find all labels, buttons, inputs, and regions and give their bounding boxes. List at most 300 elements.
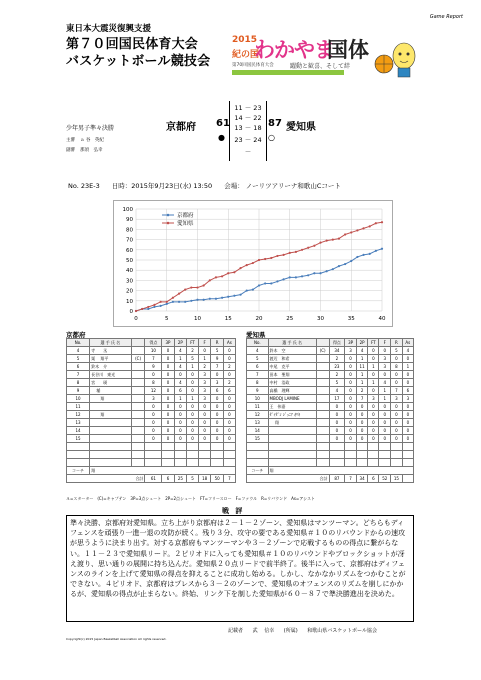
quarter-scores — [229, 101, 267, 161]
footer — [228, 627, 385, 634]
table-cell: 0 — [198, 435, 210, 443]
table-cell: 2 — [329, 371, 345, 379]
column-header: 選 手 氏 名 — [268, 339, 316, 347]
table-cell: 6 — [211, 387, 223, 395]
table-cell: 0 — [223, 395, 235, 403]
table-cell — [402, 459, 413, 467]
data-point — [227, 272, 229, 274]
table-cell: 中尾 克平 — [268, 363, 316, 371]
table-cell: 0 — [187, 419, 199, 427]
logo-kinokuni: 紀の国 — [232, 50, 260, 60]
y-tick-label: 80 — [126, 227, 133, 234]
table-cell: 0 — [368, 419, 379, 427]
table-cell — [379, 443, 391, 451]
x-tick-label: 15 — [224, 316, 232, 322]
quarter-1: 11 － 23 — [234, 104, 262, 112]
data-point — [362, 227, 364, 229]
table-cell: 0 — [345, 411, 356, 419]
total-cell: 7 — [345, 475, 356, 483]
data-point — [301, 275, 303, 277]
total-cell: 5 — [187, 475, 199, 483]
data-point — [258, 259, 260, 261]
table-cell: 7 — [145, 355, 162, 363]
table-cell — [131, 371, 145, 379]
table-cell: 0 — [391, 411, 403, 419]
column-header — [131, 339, 145, 347]
coach-name: 翔 — [268, 467, 413, 475]
table-cell — [356, 459, 368, 467]
table-cell: 0 — [329, 427, 345, 435]
data-point — [313, 272, 315, 274]
table-row — [67, 379, 236, 387]
table-cell: 2 — [329, 355, 345, 363]
table-cell: 0 — [368, 427, 379, 435]
table-cell: 0 — [145, 411, 162, 419]
team-right-score: 87 — [268, 118, 282, 129]
table-cell: 0 — [345, 435, 356, 443]
data-point — [295, 276, 297, 278]
table-cell: 0 — [368, 403, 379, 411]
total-label: 合計 — [247, 475, 330, 483]
table-cell: 0 — [162, 379, 174, 387]
table-cell — [90, 459, 132, 467]
column-header: No. — [247, 339, 269, 347]
table-cell: 0 — [379, 347, 391, 355]
table-cell — [67, 443, 90, 451]
table-cell — [391, 443, 403, 451]
table-row — [247, 403, 414, 411]
table-cell: 0 — [379, 403, 391, 411]
table-cell: 4 — [247, 347, 269, 355]
table-cell: 11 — [247, 403, 269, 411]
column-header: 3P — [345, 339, 356, 347]
table-cell — [247, 459, 269, 467]
team-right-name: 愛知県 — [286, 122, 316, 133]
data-point — [344, 233, 346, 235]
game-type: 少年男子準々決勝 — [66, 125, 115, 132]
table-cell: 0 — [391, 419, 403, 427]
data-point — [350, 260, 352, 262]
column-header: 3P — [162, 339, 174, 347]
total-cell: 7 — [223, 475, 235, 483]
data-point — [283, 254, 285, 256]
table-cell: 6 — [174, 387, 186, 395]
data-point — [381, 221, 383, 223]
table-cell: 5 — [211, 347, 223, 355]
table-cell: ﾀﾞｲﾀﾞﾝ ｼﾞｭﾆｱ ｵﾘｷ — [268, 411, 316, 419]
data-point — [356, 256, 358, 258]
table-cell — [198, 443, 210, 451]
table-cell: 3 — [198, 395, 210, 403]
referee2: 那須 弘幸 — [80, 148, 103, 153]
total-row — [67, 475, 236, 483]
table-cell: 15 — [247, 435, 269, 443]
table-cell — [131, 443, 145, 451]
table-cell — [316, 363, 329, 371]
data-point — [190, 300, 192, 302]
total-cell: 34 — [356, 475, 368, 483]
data-point — [196, 299, 198, 301]
table-cell — [211, 459, 223, 467]
logo-bar — [232, 70, 344, 75]
table-cell: 4 — [174, 363, 186, 371]
table-cell: 0 — [145, 435, 162, 443]
table-cell: 1 — [356, 379, 368, 387]
data-point — [332, 268, 334, 270]
table-row — [67, 411, 236, 419]
column-header: 選 手 氏 名 — [90, 339, 132, 347]
table-cell — [402, 443, 413, 451]
data-point — [289, 252, 291, 254]
table-cell: 0 — [223, 419, 235, 427]
table-cell: 4 — [67, 347, 90, 355]
table-cell — [316, 419, 329, 427]
x-tick-label: 40 — [378, 316, 386, 322]
table-cell: 0 — [379, 427, 391, 435]
table-row — [247, 435, 414, 443]
table-cell: 1 — [402, 363, 413, 371]
table-cell: 0 — [145, 403, 162, 411]
y-tick-label: 20 — [126, 288, 133, 295]
coach-name: 翔 — [90, 467, 236, 475]
logo-sub: 第70回国民体育大会 — [232, 63, 274, 68]
table-cell — [316, 443, 329, 451]
table-cell — [329, 443, 345, 451]
table-row-empty — [247, 443, 414, 451]
table-cell: 9 — [145, 363, 162, 371]
table-cell: 0 — [187, 435, 199, 443]
table-cell — [198, 451, 210, 459]
table-cell — [368, 459, 379, 467]
table-cell: 1 — [198, 355, 210, 363]
loser-mark: ● — [218, 133, 225, 142]
table-cell: 3 — [198, 387, 210, 395]
table-cell — [131, 403, 145, 411]
logo-year: 2015 — [232, 35, 258, 45]
data-point — [246, 290, 248, 292]
table-row — [67, 387, 236, 395]
table-cell: 0 — [162, 371, 174, 379]
table-cell — [131, 411, 145, 419]
table-cell: 稲 — [90, 387, 132, 395]
table-cell — [223, 443, 235, 451]
legend-label: 愛知県 — [177, 221, 194, 227]
table-cell: 中村 浩政 — [268, 379, 316, 387]
column-header: No. — [67, 339, 90, 347]
table-cell: 0 — [187, 403, 199, 411]
legend-marker — [167, 214, 170, 217]
referees — [66, 136, 104, 156]
table-cell: 0 — [162, 347, 174, 355]
data-point — [184, 288, 186, 290]
table-cell — [198, 459, 210, 467]
data-point — [375, 222, 377, 224]
table-cell — [268, 459, 316, 467]
header-line2: 第７０回国民体育大会 — [66, 37, 199, 52]
table-cell: 0 — [345, 379, 356, 387]
table-cell — [368, 451, 379, 459]
table-cell: 9 — [211, 355, 223, 363]
table-cell — [316, 435, 329, 443]
column-header — [316, 339, 329, 347]
quarter-2: 14 － 22 — [234, 114, 262, 122]
table-cell: 0 — [402, 411, 413, 419]
mascot-icon — [372, 34, 420, 80]
x-tick-label: 10 — [194, 316, 201, 322]
data-point — [307, 274, 309, 276]
table-cell — [131, 363, 145, 371]
table-cell: 1 — [368, 379, 379, 387]
table-cell: 4 — [174, 379, 186, 387]
table-cell — [145, 451, 162, 459]
column-header: As — [402, 339, 413, 347]
table-cell: 0 — [379, 419, 391, 427]
table-row — [67, 419, 236, 427]
data-point — [172, 301, 174, 303]
table-cell: 0 — [345, 427, 356, 435]
table-cell: 1 — [368, 363, 379, 371]
data-point — [160, 301, 162, 303]
table-row — [67, 363, 236, 371]
table-cell — [90, 427, 132, 435]
total-cell: 6 — [162, 475, 174, 483]
table-cell: 10 — [145, 347, 162, 355]
x-tick-label: 25 — [286, 316, 294, 322]
coach-label: コーチ — [247, 467, 269, 475]
data-point — [190, 286, 192, 288]
table-row-empty — [67, 451, 236, 459]
y-tick-label: 10 — [126, 298, 133, 305]
table-cell: 翔 — [90, 395, 132, 403]
referee2-label: 副審 — [66, 148, 75, 153]
table-cell: 5 — [187, 355, 199, 363]
table-row — [247, 347, 414, 355]
legend-text: Ａ=スターター (C)=キャプテン 3P=3点シュート 2P=2点シュート FT=フリースロー F=ファウル R=リバウンド As=アシスト — [66, 496, 315, 501]
table-row — [67, 395, 236, 403]
table-cell: 1 — [379, 395, 391, 403]
table-cell — [67, 459, 90, 467]
table-cell — [67, 451, 90, 459]
quarter-4: 23 － 24 — [234, 136, 262, 144]
table-cell — [131, 459, 145, 467]
table-row — [247, 387, 414, 395]
table-cell: 0 — [211, 395, 223, 403]
data-point — [246, 264, 248, 266]
overtime: － — [244, 148, 252, 156]
table-cell: 0 — [198, 347, 210, 355]
table-cell — [329, 459, 345, 467]
table-row — [67, 347, 236, 355]
table-row — [67, 371, 236, 379]
table-cell: 0 — [345, 419, 356, 427]
table-cell: 3 — [379, 355, 391, 363]
data-point — [276, 255, 278, 257]
table-cell: 4 — [379, 379, 391, 387]
table-cell: 0 — [368, 435, 379, 443]
table-cell: 0 — [329, 403, 345, 411]
data-point — [264, 258, 266, 260]
x-tick-label: 0 — [134, 316, 138, 322]
data-point — [283, 278, 285, 280]
game-datetime: 日時：2015年9月23日(水) 13:50 — [111, 182, 213, 190]
recorder: 武 信幸 — [252, 628, 275, 634]
table-cell: 0 — [368, 347, 379, 355]
table-cell — [145, 443, 162, 451]
table-cell: 0 — [223, 347, 235, 355]
table-cell — [316, 371, 329, 379]
data-point — [221, 275, 223, 277]
total-cell — [402, 475, 413, 483]
table-cell — [316, 403, 329, 411]
table-cell: 0 — [402, 419, 413, 427]
box-score-right — [246, 338, 414, 483]
table-cell — [379, 451, 391, 459]
total-cell: 50 — [211, 475, 223, 483]
table-cell — [90, 451, 132, 459]
data-point — [166, 303, 168, 305]
table-cell: 5 — [247, 355, 269, 363]
affiliation-label: (所属) — [283, 628, 298, 634]
data-point — [184, 301, 186, 303]
table-cell — [131, 419, 145, 427]
column-header: F — [379, 339, 391, 347]
data-point — [319, 242, 321, 244]
data-point — [172, 297, 174, 299]
table-cell — [187, 443, 199, 451]
table-cell: 0 — [187, 427, 199, 435]
data-point — [215, 298, 217, 300]
data-point — [332, 239, 334, 241]
table-cell: 粟 翔平 — [90, 355, 132, 363]
table-cell — [329, 451, 345, 459]
table-cell: 寺 丞 — [90, 347, 132, 355]
total-cell: 25 — [174, 475, 186, 483]
table-cell — [131, 435, 145, 443]
table-cell: 0 — [345, 403, 356, 411]
table-cell: 2 — [356, 387, 368, 395]
data-point — [258, 284, 260, 286]
table-row-empty — [247, 451, 414, 459]
table-cell: 0 — [174, 435, 186, 443]
coach-row — [67, 467, 236, 475]
table-cell: 0 — [391, 427, 403, 435]
x-tick-label: 5 — [165, 316, 169, 322]
x-tick-label: 30 — [317, 316, 324, 322]
table-cell: 0 — [391, 379, 403, 387]
table-cell — [345, 459, 356, 467]
table-cell: 0 — [329, 435, 345, 443]
table-cell — [316, 395, 329, 403]
table-cell — [316, 427, 329, 435]
table-cell — [268, 443, 316, 451]
table-cell: 0 — [174, 427, 186, 435]
column-header: F — [198, 339, 210, 347]
data-point — [233, 271, 235, 273]
column-header: 2P — [174, 339, 186, 347]
table-cell: 3 — [391, 395, 403, 403]
table-row-empty — [247, 459, 414, 467]
table-cell: 0 — [174, 371, 186, 379]
table-cell: 鈴木 介 — [90, 363, 132, 371]
table-cell: 4 — [329, 387, 345, 395]
data-point — [227, 296, 229, 298]
table-cell: 0 — [356, 435, 368, 443]
report-title: 戦 評 — [222, 507, 245, 515]
data-point — [338, 237, 340, 239]
table-cell — [268, 435, 316, 443]
table-cell: 0 — [145, 427, 162, 435]
data-point — [313, 245, 315, 247]
table-cell: 10 — [67, 395, 90, 403]
table-cell — [131, 347, 145, 355]
header-line1: 東日本大震災復興支援 — [66, 24, 152, 34]
table-cell: 0 — [187, 371, 199, 379]
table-cell: 7 — [211, 363, 223, 371]
table-cell: 2 — [223, 379, 235, 387]
table-cell: 8 — [145, 379, 162, 387]
data-point — [326, 240, 328, 242]
y-tick-label: 0 — [129, 309, 133, 315]
table-cell — [345, 451, 356, 459]
table-row — [67, 427, 236, 435]
table-cell: 0 — [391, 371, 403, 379]
table-cell: 鈴木 空 — [268, 347, 316, 355]
logo-slogan: 躍動と歓喜、そして絆 — [290, 63, 351, 70]
table-cell: 0 — [198, 427, 210, 435]
data-point — [350, 231, 352, 233]
chart-svg — [114, 201, 392, 326]
table-cell: 14 — [247, 427, 269, 435]
table-cell: 0 — [368, 387, 379, 395]
table-cell: 0 — [345, 355, 356, 363]
table-cell: 8 — [391, 363, 403, 371]
legend-label: 京都府 — [177, 213, 194, 219]
recorder-label: 記載者 — [228, 628, 244, 634]
table-cell: 0 — [211, 435, 223, 443]
table-cell: 0 — [379, 371, 391, 379]
table-cell: 3 — [345, 347, 356, 355]
column-header: 2P — [356, 339, 368, 347]
table-cell: MBODJ LAMINE — [268, 395, 316, 403]
y-tick-label: 60 — [126, 247, 133, 254]
total-label: 合計 — [67, 475, 145, 483]
column-header: 得点 — [145, 339, 162, 347]
data-point — [319, 272, 321, 274]
table-row-empty — [67, 459, 236, 467]
data-point — [153, 304, 155, 306]
game-venue: 会場： ノーリツアリーナ和歌山Cコート — [224, 182, 341, 190]
table-cell — [368, 443, 379, 451]
table-cell: 宮 瑛 — [90, 379, 132, 387]
table-row — [67, 403, 236, 411]
table-cell: 3 — [198, 379, 210, 387]
table-cell: 3 — [198, 371, 210, 379]
data-point — [338, 265, 340, 267]
data-point — [270, 257, 272, 259]
table-cell: 翔 — [90, 411, 132, 419]
table-cell: 0 — [402, 379, 413, 387]
table-cell: 0 — [211, 403, 223, 411]
table-cell — [90, 435, 132, 443]
table-cell — [223, 451, 235, 459]
data-point — [209, 279, 211, 281]
game-info — [68, 181, 351, 190]
table-cell: 0 — [198, 411, 210, 419]
y-tick-label: 40 — [126, 268, 133, 275]
data-point — [203, 284, 205, 286]
table-cell: 0 — [162, 411, 174, 419]
table-cell: 0 — [345, 371, 356, 379]
